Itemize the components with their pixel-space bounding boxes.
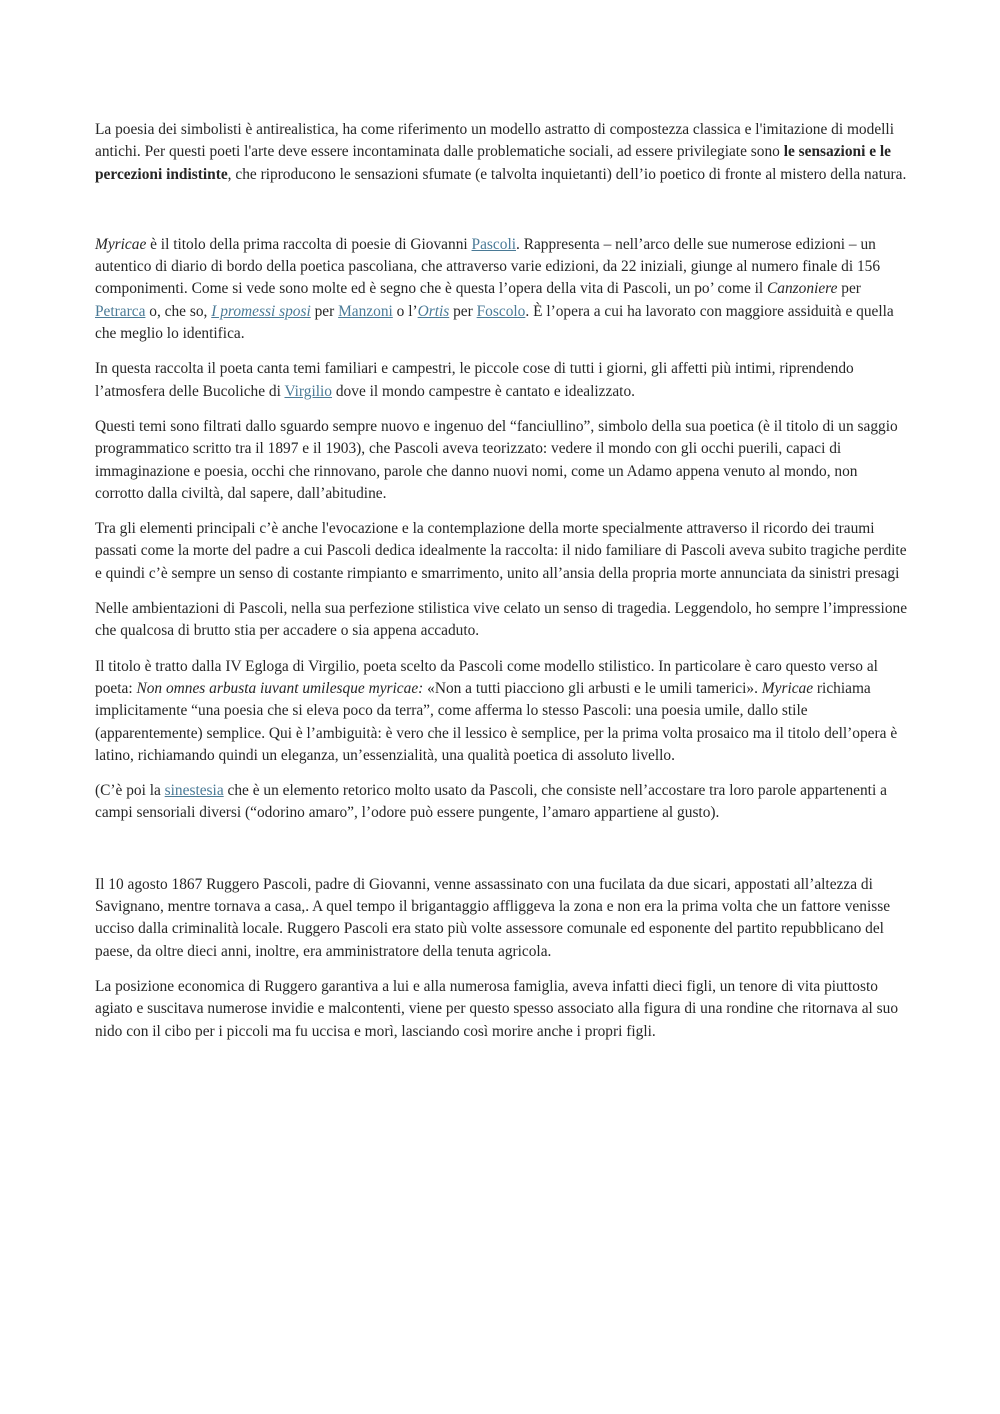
paragraph-temi-familiari (95, 358, 910, 403)
bold-text: le sensazioni e le percezioni indistinte (95, 143, 891, 183)
italic-link-text: Ortis (417, 302, 450, 320)
paragraph-text: In questa raccolta il poeta canta temi familiari e campestri, le piccole cose di tutti i giorni, gli affetti più intimi, riprendendo l’atmosfera delle Bucoliche di (95, 360, 854, 400)
link-promessi-sposi[interactable] (211, 303, 310, 320)
paragraph-morte: Tra gli elementi principali c’è anche l'evocazione e la contemplazione della morte specialmente attraverso il ricordo dei traumi passati come la morte del padre a cui Pascoli dedica idealmente la raccolta: il nido familiare di Pascoli aveva subito tragiche perdite e quindi c’è sempre un senso di costante rimpianto e smarrimento, unito all’ansia della propria morte annunciata da sinistri presagi (95, 520, 907, 582)
paragraph-ruggero-famiglia: La posizione economica di Ruggero garantiva a lui e alla numerosa famiglia, aveva infatti dieci figli, un tenore di vita piuttosto agiato e suscitava numerose invidie e malcontenti, viene per questo spesso associato alla figura di una rondine che ritornava al suo nido con il cibo per i piccoli ma fu uccisa e morì, lasciando così morire anche i propri figli. (95, 977, 899, 1040)
link-manzoni[interactable]: Manzoni (338, 302, 393, 320)
link-sinestesia[interactable]: sinestesia (164, 782, 224, 800)
italic-title: Myricae (95, 235, 147, 253)
paragraph-text: . Rappresenta – nell’arco delle sue numerose edizioni – un autentico di diario di bordo della poetica pascoliana, che attraverso varie edizioni, da 22 iniziali, giunge al numero finale di 156 componimenti. Come si vede sono molte ed è segno che è questa l’opera della vita di Pascoli, un po’ come il (95, 235, 881, 298)
paragraph-tragedia: Nelle ambientazioni di Pascoli, nella sua perfezione stilistica vive celato un senso di tragedia. Leggendolo, ho sempre l’impressione che qualcosa di brutto stia per accadere o sia appena accaduto. (95, 600, 908, 640)
link-foscolo[interactable]: Foscolo (476, 302, 526, 320)
italic-link-text: I promessi sposi (211, 302, 311, 320)
paragraph-text: Il titolo è tratto dalla IV Egloga di Virgilio, poeta scelto da Pascoli come modello stilistico. In particolare è caro questo verso al poeta: (95, 657, 878, 697)
link-pascoli[interactable]: Pascoli (471, 235, 516, 253)
paragraph-text: . È l’opera a cui ha lavorato con maggiore assiduità e quella che meglio lo identifica. (95, 302, 894, 343)
italic-title: Canzoniere (767, 280, 838, 298)
paragraph-text: o l’ (392, 302, 418, 320)
paragraph-fanciullino: Questi temi sono filtrati dallo sguardo sempre nuovo e ingenuo del “fanciullino”, simbolo della sua poetica (è il titolo di un saggio programmatico scritto tra il 1897 e il 1903), che Pascoli aveva teorizzato: vedere il mondo con gli occhi puerili, capaci di immaginazione e poesia, occhi che rinnovano, parole che danno nuovi nomi, come un Adamo appena venuto al mondo, non corrotto dalla civiltà, dal sapere, dall’abitudine. (95, 417, 898, 502)
link-virgilio[interactable]: Virgilio (284, 382, 333, 400)
paragraph-text: dove il mondo campestre è cantato e idealizzato. (332, 382, 635, 400)
italic-title: Myricae (761, 679, 814, 697)
paragraph-text: che è un elemento retorico molto usato da Pascoli, che consiste nell’accostare tra loro parole appartenenti a campi sensoriali diversi (“odorino amaro”, l’odore può essere pungente, l’amaro appartiene al gusto). (95, 782, 887, 822)
paragraph-ruggero-assassinio: Il 10 agosto 1867 Ruggero Pascoli, padre di Giovanni, venne assassinato con una fucilata da due sicari, appostati all’altezza di Savignano, mentre tornava a casa,. A quel tempo il brigantaggio affliggeva la zona e non era la prima volta che un fattore venisse ucciso dalla criminalità locale. Ruggero Pascoli era stato più volte assessore comunale ed esponente del partito repubblicano del paese, da oltre dieci anni, inoltre, era amministratore della tenuta agricola. (95, 875, 891, 960)
paragraph-titolo (95, 656, 910, 767)
paragraph-text: richiama implicitamente “una poesia che si eleva poco da terra”, come afferma lo stesso Pascoli: una poesia umile, dallo stile (apparentemente) semplice. Qui è l’ambiguità: è vero che il lessico è semplice, per la prima volta prosaico ma il titolo dell’opera è latino, richiamando quindi un eleganza, un’essenzialità, una qualità poetica di assoluto livello. (95, 679, 898, 764)
paragraph-sinestesia (95, 780, 910, 825)
paragraph-text: è il titolo della prima raccolta di poesie di Giovanni (146, 235, 472, 253)
link-petrarca[interactable]: Petrarca (95, 302, 146, 320)
paragraph-text: per (310, 302, 339, 320)
paragraph-simbolisti (95, 119, 910, 186)
paragraph-text: (C’è poi la (95, 782, 165, 800)
paragraph-text: , che riproducono le sensazioni sfumate (e talvolta inquietanti) dell’io poetico di fronte al mistero della natura. (227, 165, 907, 183)
document-page (95, 119, 910, 1056)
paragraph-text: per (837, 280, 861, 298)
paragraph-text: La poesia dei simbolisti è antirealistica, ha come riferimento un modello astratto di compostezza classica e l'imitazione di modelli antichi. Per questi poeti l'arte deve essere incontaminata dalle problematiche sociali, ad essere privilegiate sono (95, 121, 894, 161)
italic-quote: Non omnes arbusta iuvant umilesque myricae: (136, 679, 424, 697)
paragraph-text: «Non a tutti piacciono gli arbusti e le umili tamerici». (423, 679, 762, 697)
paragraph-myricae-intro (95, 234, 910, 345)
paragraph-text: per (449, 302, 477, 320)
paragraph-text: o, che so, (145, 302, 212, 320)
link-ortis[interactable] (418, 303, 450, 320)
